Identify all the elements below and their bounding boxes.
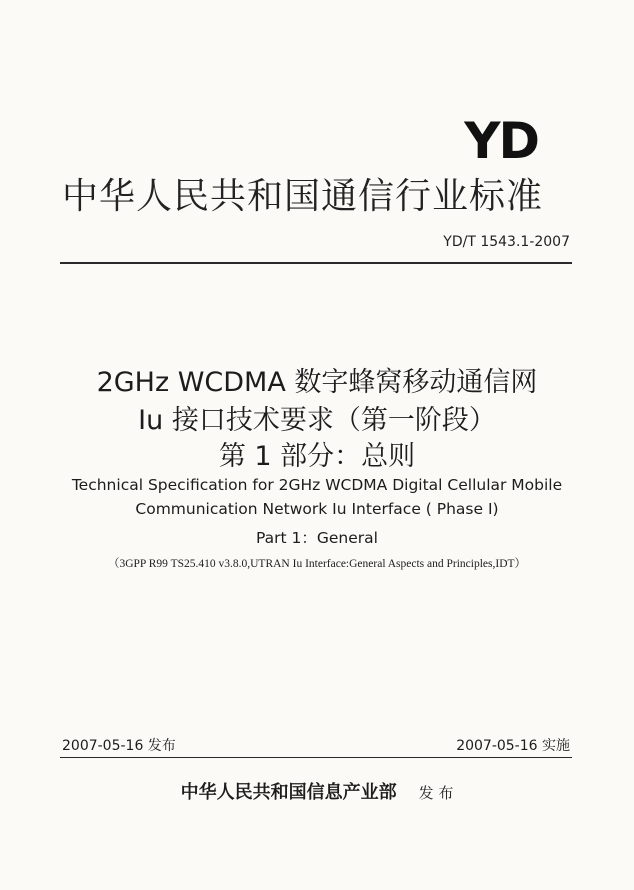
bottom-divider xyxy=(60,757,572,758)
english-title-line-3: Part 1：General xyxy=(256,529,378,547)
chinese-title-line-1: 2GHz WCDMA 数字蜂窝移动通信网 xyxy=(96,367,538,398)
english-title-line-1: Technical Specification for 2GHz WCDMA Digital Cellular Mobile xyxy=(71,476,563,494)
english-title-line-2: Communication Network Iu Interface ( Phase Ⅰ) xyxy=(135,500,499,518)
publisher-name: 中华人民共和国信息产业部 xyxy=(180,782,397,803)
document-code: YD/T 1543.1-2007 xyxy=(443,234,570,250)
chinese-title-line-2: Iu 接口技术要求（第一阶段） xyxy=(138,405,496,436)
standard-title: 中华人民共和国通信行业标准 xyxy=(62,176,544,217)
top-divider xyxy=(60,262,572,264)
yd-logo: YD xyxy=(464,112,538,170)
issue-date: 2007-05-16 发布 xyxy=(62,738,176,754)
publisher-label: 发 布 xyxy=(418,784,454,802)
chinese-title-line-3: 第 1 部分：总则 xyxy=(218,441,416,472)
publisher-line xyxy=(0,778,634,804)
implementation-date: 2007-05-16 实施 xyxy=(456,738,570,754)
equivalence-note: （3GPP R99 TS25.410 v3.8.0,UTRAN Iu Interface:General Aspects and Principles,IDT） xyxy=(107,558,527,570)
